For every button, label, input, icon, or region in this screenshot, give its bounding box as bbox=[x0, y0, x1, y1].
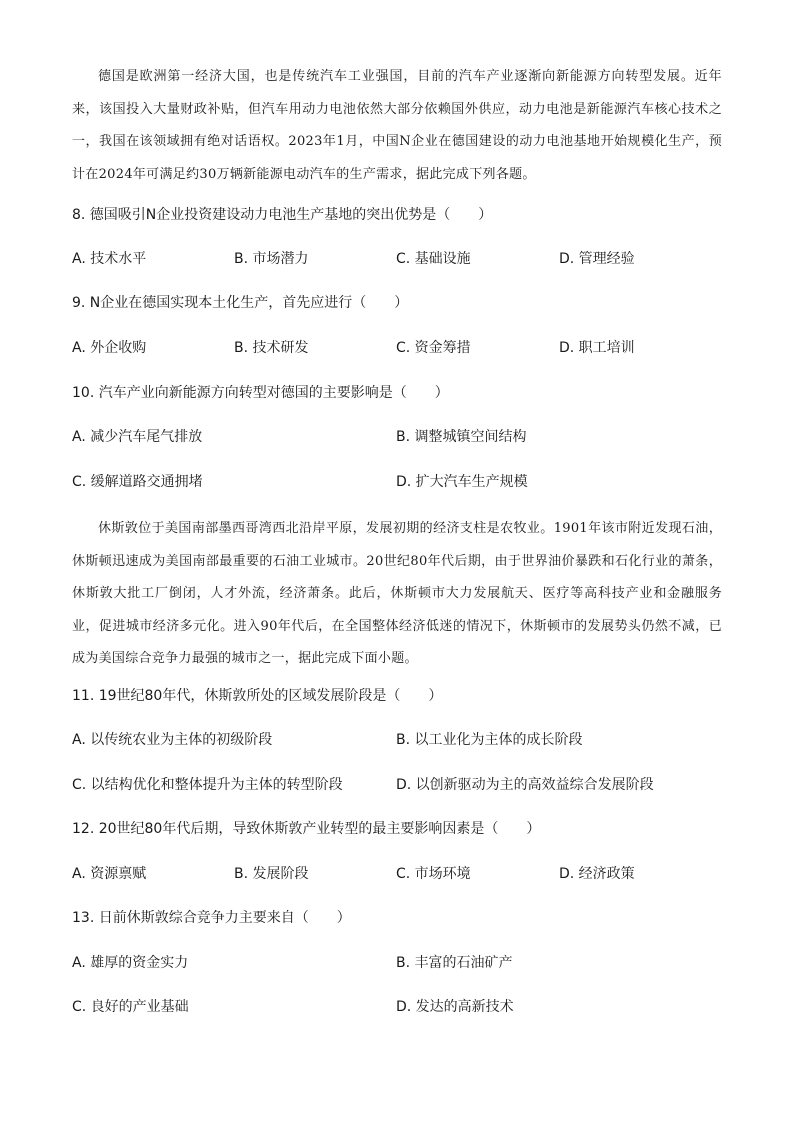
q9-option-c[interactable]: C. 资金筹措 bbox=[396, 340, 471, 356]
q9-option-a[interactable]: A. 外企收购 bbox=[72, 340, 147, 356]
question-13-options-row1 bbox=[72, 953, 732, 973]
q11-option-a[interactable]: A. 以传统农业为主体的初级阶段 bbox=[72, 732, 273, 748]
question-9-options bbox=[72, 338, 732, 358]
question-11-options-row1 bbox=[72, 730, 732, 750]
question-12-options bbox=[72, 864, 732, 884]
q11-option-c[interactable]: C. 以结构优化和整体提升为主体的转型阶段 bbox=[72, 777, 343, 793]
q9-option-d[interactable]: D. 职工培训 bbox=[559, 340, 635, 356]
passage-germany: 德国是欧洲第一经济大国，也是传统汽车工业强国，目前的汽车产业逐渐向新能源方向转型发展。近年来，该国投入大量财政补贴，但汽车用动力电池依然大部分依赖国外供应，动力电池是新能源汽车核心技术之一，我国在该领域拥有绝对话语权。2023年1月，中国N企业在德国建设的动力电池基地开始规模化生产，预计在2024年可满足约30万辆新能源电动汽车的生产需求，据此完成下列各题。 bbox=[72, 69, 722, 182]
question-8-options bbox=[72, 249, 732, 269]
question-8-stem: 8. 德国吸引N企业投资建设动力电池生产基地的突出优势是（ ） bbox=[72, 207, 493, 223]
q10-option-a[interactable]: A. 减少汽车尾气排放 bbox=[72, 429, 203, 445]
q13-option-c[interactable]: C. 良好的产业基础 bbox=[72, 999, 189, 1015]
q9-option-b[interactable]: B. 技术研发 bbox=[234, 340, 309, 356]
q12-option-b[interactable]: B. 发展阶段 bbox=[234, 866, 309, 882]
q12-option-c[interactable]: C. 市场环境 bbox=[396, 866, 471, 882]
q13-option-b[interactable]: B. 丰富的石油矿产 bbox=[396, 955, 513, 971]
question-10-options-row1 bbox=[72, 427, 732, 447]
q11-option-b[interactable]: B. 以工业化为主体的成长阶段 bbox=[396, 732, 583, 748]
q10-option-c[interactable]: C. 缓解道路交通拥堵 bbox=[72, 474, 203, 490]
question-9-stem: 9. N企业在德国实现本土化生产，首先应进行（ ） bbox=[72, 295, 409, 311]
q8-option-c[interactable]: C. 基础设施 bbox=[396, 251, 471, 267]
question-10-options-row2 bbox=[72, 472, 732, 492]
q12-option-d[interactable]: D. 经济政策 bbox=[559, 866, 635, 882]
question-11-options-row2 bbox=[72, 775, 732, 795]
q10-option-b[interactable]: B. 调整城镇空间结构 bbox=[396, 429, 527, 445]
q12-option-a[interactable]: A. 资源禀赋 bbox=[72, 866, 147, 882]
q13-option-d[interactable]: D. 发达的高新技术 bbox=[396, 999, 514, 1015]
q11-option-d[interactable]: D. 以创新驱动为主的高效益综合发展阶段 bbox=[396, 777, 654, 793]
question-11-stem: 11. 19世纪80年代，休斯敦所处的区域发展阶段是（ ） bbox=[72, 688, 443, 704]
passage-houston: 休斯敦位于美国南部墨西哥湾西北沿岸平原，发展初期的经济支柱是农牧业。1901年该市附近发现石油，休斯顿迅速成为美国南部最重要的石油工业城市。20世纪80年代后期，由于世界油价暴跌和石化行业的萧条，休斯敦大批工厂倒闭，人才外流，经济萧条。此后，休斯顿市大力发展航天、医疗等高科技产业和金融服务业，促进城市经济多元化。进入90年代后，在全国整体经济低迷的情况下，休斯顿市的发展势头仍然不减，已成为美国综合竞争力最强的城市之一，据此完成下面小题。 bbox=[72, 521, 722, 666]
q8-option-b[interactable]: B. 市场潜力 bbox=[234, 251, 309, 267]
q8-option-d[interactable]: D. 管理经验 bbox=[559, 251, 635, 267]
question-10-stem: 10. 汽车产业向新能源方向转型对德国的主要影响是（ ） bbox=[72, 385, 449, 401]
q10-option-d[interactable]: D. 扩大汽车生产规模 bbox=[396, 474, 528, 490]
question-13-options-row2 bbox=[72, 997, 732, 1017]
question-13-stem: 13. 日前休斯敦综合竞争力主要来自（ ） bbox=[72, 910, 351, 926]
question-12-stem: 12. 20世纪80年代后期，导致休斯敦产业转型的最主要影响因素是（ ） bbox=[72, 821, 541, 837]
q8-option-a[interactable]: A. 技术水平 bbox=[72, 251, 147, 267]
q13-option-a[interactable]: A. 雄厚的资金实力 bbox=[72, 955, 189, 971]
